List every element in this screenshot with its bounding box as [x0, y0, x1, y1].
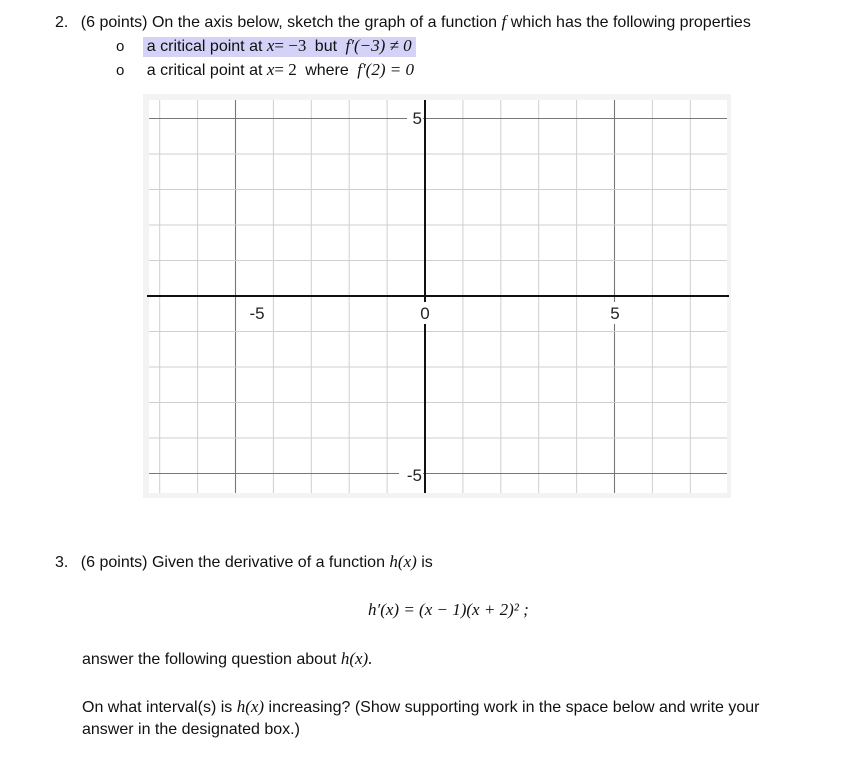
x-tick-label-5: 5 [610, 304, 620, 323]
q3-intro-end: is [421, 554, 433, 571]
bullet-2-lead: a critical point at [146, 62, 263, 79]
q3-number: 3. [55, 554, 69, 571]
q3-line2-func: h(x). [340, 649, 373, 668]
bullet-1-eq: = −3 [274, 36, 307, 55]
q2-f-symbol: f [501, 12, 507, 31]
q2-number: 2. [55, 14, 69, 31]
q3-line3-text-b: increasing? (Show supporting work in the space below and write your [268, 699, 760, 716]
q3-func: h(x) [389, 552, 417, 571]
bullet-1-deriv: f′(−3) ≠ 0 [345, 36, 412, 55]
bullet-2-var: x [266, 60, 275, 79]
q3-equation: h′(x) = (x − 1)(x + 2)² ; [368, 600, 529, 619]
q3-line2 [82, 649, 372, 669]
bullet-marker: o [116, 38, 125, 55]
q2-intro: (6 points) On the axis below, sketch the graph of a function [80, 14, 498, 31]
q3-line4: answer in the designated box.) [82, 721, 300, 738]
q2-bullet-2-text [143, 61, 418, 81]
q3-line3-func: h(x) [236, 697, 265, 716]
q3-header [55, 552, 433, 572]
bullet-2-deriv: f′(2) = 0 [357, 60, 414, 79]
bullet-2-eq: = 2 [274, 60, 297, 79]
q2-bullet-2 [116, 60, 418, 80]
bullet-2-mid: where [305, 62, 349, 79]
bullet-1-var: x [266, 36, 275, 55]
y-tick-label-5: 5 [412, 109, 422, 128]
x-tick-label-0: 0 [420, 304, 430, 323]
coordinate-grid [143, 94, 731, 498]
y-tick-label-neg5: -5 [406, 466, 422, 485]
bullet-marker: o [116, 62, 125, 79]
q3-line3 [82, 697, 759, 717]
q2-bullet-1-highlight [143, 37, 416, 57]
q3-line3-text-a: On what interval(s) is [82, 699, 233, 716]
x-tick-label-neg5: -5 [249, 304, 265, 323]
bullet-1-mid: but [314, 38, 338, 55]
q3-intro: (6 points) Given the derivative of a function [80, 554, 385, 571]
bullet-1-lead: a critical point at [146, 38, 263, 55]
q2-intro-end: which has the following properties [510, 14, 751, 31]
q2-header [55, 12, 751, 32]
q3-line2-text: answer the following question about [82, 651, 337, 668]
q2-bullet-1 [116, 36, 416, 56]
